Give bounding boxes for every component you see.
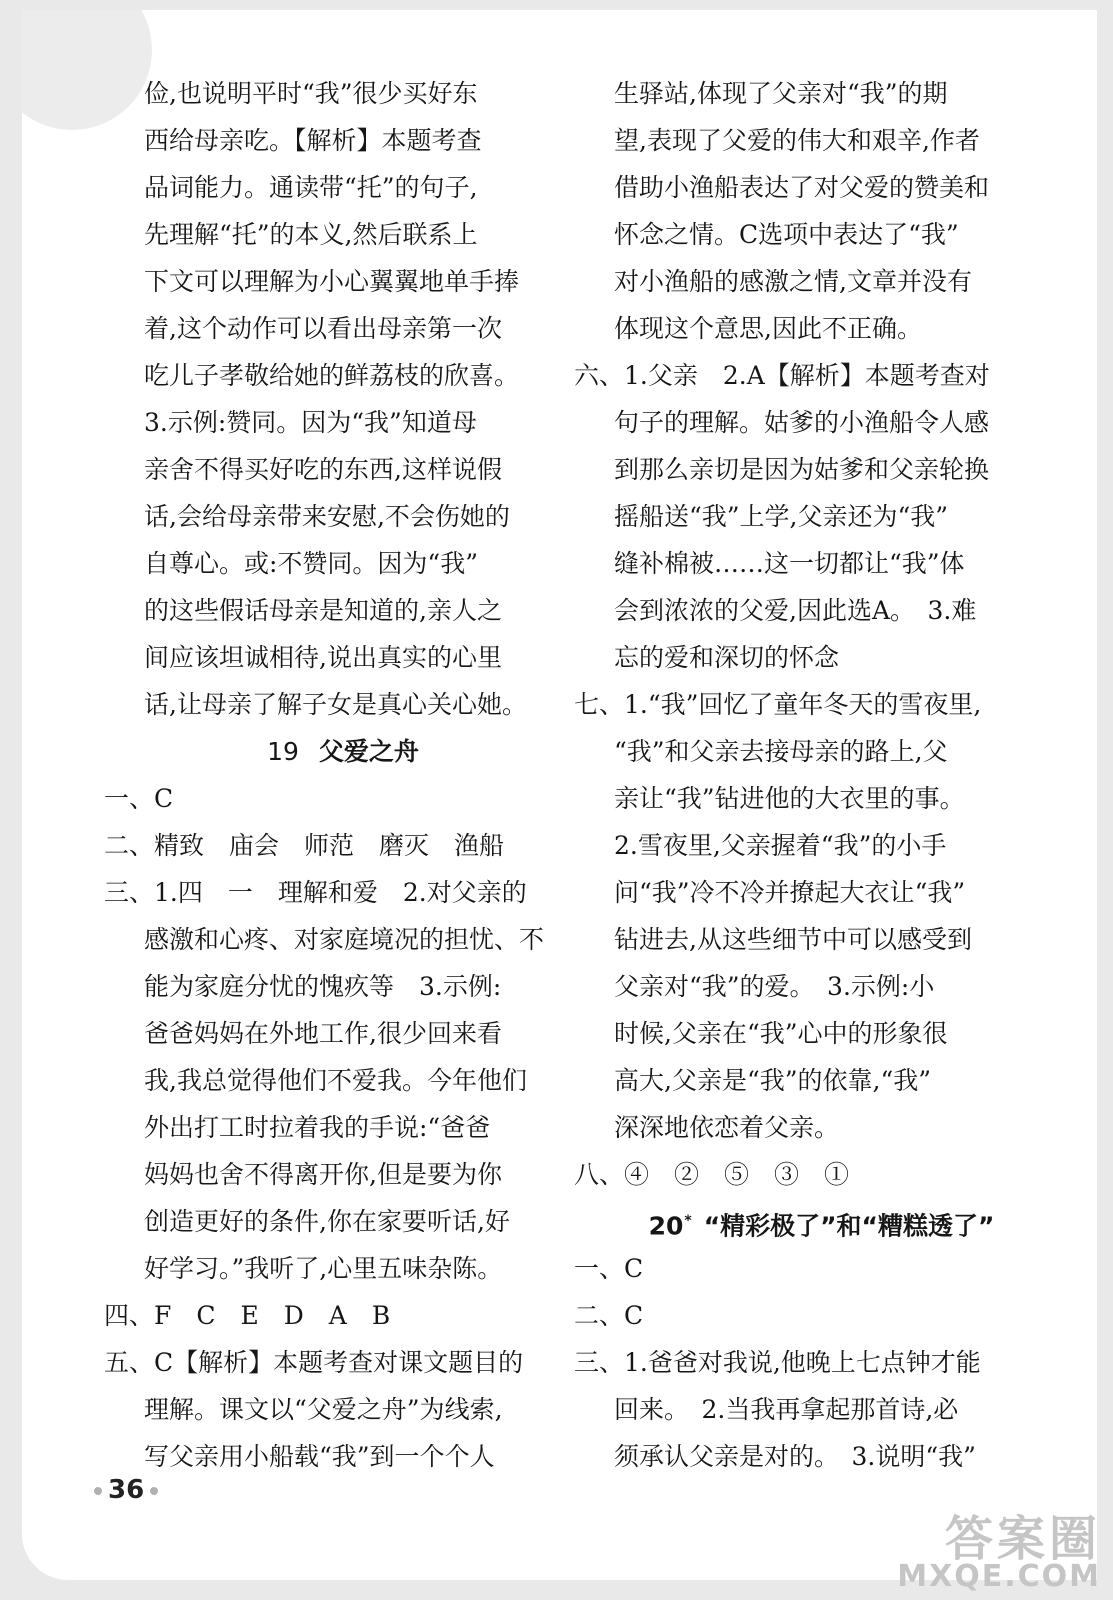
answer-line: 四、F C E D A B [104, 1301, 391, 1330]
answer-line: 五、C【解析】本题考查对课文题目的 [104, 1348, 524, 1377]
answer-line: 二、C [574, 1301, 644, 1330]
left-column [104, 70, 582, 1480]
text-line: 钻进去,从这些细节中可以感受到 [614, 925, 972, 954]
text-line: 句子的理解。姑爹的小渔船令人感 [614, 408, 990, 437]
lesson-20-heading [574, 1198, 1069, 1245]
text-line: 回来。 2.当我再拿起那首诗,必 [614, 1395, 959, 1424]
text-line: 会到浓浓的父爱,因此选A。 3.难 [614, 596, 977, 625]
text-line: 间应该坦诚相待,说出真实的心里 [144, 643, 502, 672]
watermark-cn: 答案圈 [944, 1511, 1101, 1567]
text-line: 3.示例:赞同。因为“我”知道母 [144, 408, 477, 437]
text-line: 理解。课文以“父爱之舟”为线索, [144, 1395, 503, 1424]
lesson-number: 20 [648, 1211, 684, 1241]
answer-line: 六、1.父亲 2.A【解析】本题考查对 [574, 361, 990, 390]
text-line: 2.雪夜里,父亲握着“我”的小手 [614, 831, 947, 860]
text-line: 体现这个意思,因此不正确。 [614, 314, 922, 343]
dot-decoration [94, 1487, 102, 1495]
text-line: 吃儿子孝敬给她的鲜荔枝的欣喜。 [144, 361, 520, 390]
text-line: 感激和心疼、对家庭境况的担忧、不 [144, 925, 545, 954]
text-line: 自尊心。或:不赞同。因为“我” [144, 549, 478, 578]
site-watermark [897, 1500, 1101, 1594]
text-line: 深深地依恋着父亲。 [614, 1113, 840, 1142]
dot-decoration [150, 1487, 158, 1495]
lesson-title: “精彩极了”和“糟糕透了” [703, 1211, 995, 1241]
page-number-text: 36 [108, 1475, 145, 1505]
text-line: 亲舍不得买好吃的东西,这样说假 [144, 455, 502, 484]
text-line: 品词能力。通读带“托”的句子, [144, 173, 478, 202]
answer-line: 三、1.爸爸对我说,他晚上七点钟才能 [574, 1348, 981, 1377]
lesson-number: 19 [267, 737, 299, 766]
answer-line: 三、1.四 一 理解和爱 2.对父亲的 [104, 878, 527, 907]
text-line: 写父亲用小船载“我”到一个个人 [144, 1442, 495, 1471]
answer-line: 一、C [574, 1254, 644, 1283]
text-line: 我,我总觉得他们不爱我。今年他们 [144, 1066, 527, 1095]
text-line: 话,会给母亲带来安慰,不会伤她的 [144, 502, 510, 531]
text-line: 缝补棉被……这一切都让“我”体 [614, 549, 965, 578]
text-line: 爸爸妈妈在外地工作,很少回来看 [144, 1019, 502, 1048]
answer-line: 二、精致 庙会 师范 磨灭 渔船 [104, 831, 505, 860]
text-line: 须承认父亲是对的。 3.说明“我” [614, 1442, 976, 1471]
text-line: 的这些假话母亲是知道的,亲人之 [144, 596, 502, 625]
answer-line: 一、C [104, 784, 174, 813]
text-line: 着,这个动作可以看出母亲第一次 [144, 314, 502, 343]
watermark-en: MXQE.COM [897, 1559, 1101, 1594]
text-line: “我”和父亲去接母亲的路上,父 [614, 737, 948, 766]
right-column [574, 70, 1069, 1480]
text-line: 时候,父亲在“我”心中的形象很 [614, 1019, 948, 1048]
answer-page [22, 10, 1097, 1580]
text-line: 对小渔船的感激之情,文章并没有 [614, 267, 972, 296]
text-line: 怀念之情。C选项中表达了“我” [614, 220, 959, 249]
answer-line: 七、1.“我”回忆了童年冬天的雪夜里, [574, 690, 982, 719]
answer-line: 八、④ ② ⑤ ③ ① [574, 1160, 850, 1189]
text-line: 妈妈也舍不得离开你,但是要为你 [144, 1160, 502, 1189]
text-line: 西给母亲吃。【解析】本题考查 [144, 126, 482, 155]
text-line: 俭,也说明平时“我”很少买好东 [144, 79, 478, 108]
text-line: 好学习。”我听了,心里五味杂陈。 [144, 1254, 503, 1283]
page-number [88, 1475, 164, 1505]
lesson-title: 父爱之舟 [318, 737, 419, 766]
text-line: 外出打工时拉着我的手说:“爸爸 [144, 1113, 491, 1142]
text-line: 先理解“托”的本义,然后联系上 [144, 220, 478, 249]
text-line: 望,表现了父爱的伟大和艰辛,作者 [614, 126, 980, 155]
text-line: 高大,父亲是“我”的依靠,“我” [614, 1066, 932, 1095]
text-line: 生驿站,体现了父亲对“我”的期 [614, 79, 948, 108]
lesson-19-heading [104, 728, 582, 775]
text-line: 到那么亲切是因为姑爹和父亲轮换 [614, 455, 990, 484]
text-line: 下文可以理解为小心翼翼地单手捧 [144, 267, 520, 296]
text-line: 创造更好的条件,你在家要听话,好 [144, 1207, 510, 1236]
text-line: 能为家庭分忧的愧疚等 3.示例: [144, 972, 502, 1001]
optional-lesson-mark: * [684, 1213, 692, 1229]
text-line: 亲让“我”钻进他的大衣里的事。 [614, 784, 965, 813]
text-line: 借助小渔船表达了对父爱的赞美和 [614, 173, 990, 202]
text-line: 摇船送“我”上学,父亲还为“我” [614, 502, 949, 531]
text-line: 父亲对“我”的爱。 3.示例:小 [614, 972, 935, 1001]
text-line: 话,让母亲了解子女是真心关心她。 [144, 690, 527, 719]
text-line: 忘的爱和深切的怀念 [614, 643, 840, 672]
text-line: 问“我”冷不冷并撩起大衣让“我” [614, 878, 966, 907]
